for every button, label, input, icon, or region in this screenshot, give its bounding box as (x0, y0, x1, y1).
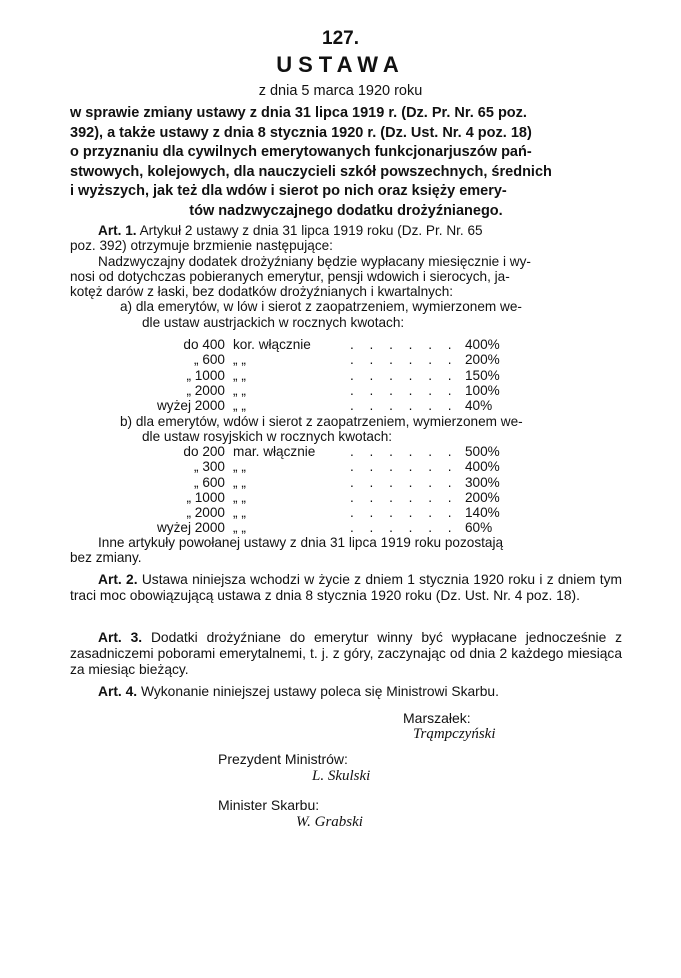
article-3-label: Art. 3. (98, 630, 143, 645)
cell-dots: . . . . . . (350, 337, 458, 352)
article-1-line: Nadzwyczajny dodatek drożyźniany będzie wypłacany miesięcznie i wy- (98, 253, 531, 269)
page-number: 127. (322, 28, 359, 49)
cell-percent: 400% (465, 337, 500, 352)
cell-amount: „ 300 (194, 459, 225, 475)
subject-line: tów nadzwyczajnego dodatku drożyźnianego. (189, 202, 503, 219)
section-b-line: dle ustaw rosyjskich w rocznych kwotach: (142, 429, 393, 445)
cell-amount: „ 1000 (186, 367, 225, 383)
treasury-signature: W. Grabski (296, 814, 363, 830)
section-b-line: b) dla emerytów, wdów i sierot z zaopatrzeniem, wymierzonem we- (120, 414, 523, 429)
article-3 (70, 630, 622, 678)
cell-unit: „ „ (233, 505, 246, 521)
subject-line: 392), a także ustawy z dnia 8 stycznia 1920 r. (Dz. Ust. Nr. 4 poz. 18) (70, 124, 532, 141)
cell-percent: 60% (465, 520, 493, 536)
article-2-label: Art. 2. (98, 572, 138, 587)
cell-unit: „ „ (233, 382, 246, 398)
section-a-line: a) dla emerytów, w lów i sierot z zaopatrzeniem, wymierzonem we- (120, 299, 522, 315)
cell-amount: do 400 (183, 337, 225, 352)
cell-dots: . . . . . . (350, 352, 458, 368)
cell-dots: . . . . . . (350, 398, 458, 414)
treasury-title: Minister Skarbu: (218, 797, 320, 813)
document-date: z dnia 5 marca 1920 roku (258, 83, 423, 99)
cell-unit: „ „ (233, 367, 246, 383)
cell-percent: 200% (465, 352, 500, 368)
cell-unit: „ „ (233, 489, 246, 505)
article-4-text: Wykonanie niniejszej ustawy poleca się Ministrowi Skarbu. (140, 684, 499, 699)
cell-unit: „ „ (233, 352, 246, 368)
article-4-label: Art. 4. (98, 684, 138, 699)
cell-percent: 150% (465, 367, 500, 383)
article-2-text: Ustawa niniejsza wchodzi w życie z dniem 1 stycznia 1920 roku i z dniem tym traci moc obowiązującą ustawa z dnia 8 stycznia 1920 roku (Dz. Ust. Nr. 4 poz. 18). (70, 572, 622, 603)
cell-unit: mar. włącznie (233, 444, 316, 459)
section-b-intro (70, 414, 622, 445)
cell-percent: 40% (465, 398, 493, 414)
cell-amount: wyżej 2000 (156, 520, 225, 536)
cell-percent: 140% (465, 505, 500, 521)
cell-dots: . . . . . . (350, 459, 458, 475)
cell-amount: „ 600 (194, 474, 225, 490)
article-1-line: nosi od dotychczas pobieranych emerytur, pensji wdowich i sierocych, ja- (70, 268, 510, 284)
cell-unit: „ „ (233, 398, 246, 414)
cell-amount: „ 600 (194, 352, 225, 368)
cell-percent: 200% (465, 489, 500, 505)
cell-dots: . . . . . . (350, 489, 458, 505)
document-title: USTAWA (276, 52, 405, 77)
article-4 (70, 684, 622, 700)
cell-unit: „ „ (233, 459, 246, 475)
article-1 (70, 223, 622, 330)
closing-line: bez zmiany. (70, 550, 142, 566)
cell-dots: . . . . . . (350, 520, 458, 536)
cell-dots: . . . . . . (350, 367, 458, 383)
article-1-line: poz. 392) otrzymuje brzmienie następujące: (70, 238, 333, 254)
subject-block (70, 104, 622, 222)
cell-unit: „ „ (233, 474, 246, 490)
cell-amount: „ 2000 (186, 505, 225, 521)
cell-amount: do 200 (183, 444, 225, 459)
subject-line: o przyznaniu dla cywilnych emerytowanych funkcjonarjuszów pań- (70, 144, 532, 161)
cell-amount: wyżej 2000 (156, 398, 225, 414)
cell-dots: . . . . . . (350, 505, 458, 521)
marshal-signature: Trąmpczyński (413, 726, 496, 742)
subject-line: w sprawie zmiany ustawy z dnia 31 lipca 1919 r. (Dz. Pr. Nr. 65 poz. (70, 105, 527, 121)
section-a-line: dle ustaw austrjackich w rocznych kwotach: (142, 314, 405, 330)
cell-amount: „ 1000 (186, 489, 225, 505)
article-1-closing (70, 535, 622, 566)
subject-line: stwowych, kolejowych, dla nauczycieli szkół powszechnych, średnich (70, 163, 552, 180)
cell-unit: „ „ (233, 520, 246, 536)
cell-dots: . . . . . . (350, 382, 458, 398)
cell-unit: kor. włącznie (233, 337, 311, 352)
cell-percent: 400% (465, 459, 500, 475)
cell-amount: „ 2000 (186, 382, 225, 398)
article-1-label: Art. 1. (98, 223, 137, 238)
cell-percent: 500% (465, 444, 500, 459)
article-3-text: Dodatki drożyźniane do emerytur winny być wypłacane jednocześnie z zasadniczemi poborami emerytalnemi, t. j. z góry, zaczynając od dnia 2 każdego miesiąca za miesiąc bieżący. (70, 630, 622, 677)
cell-dots: . . . . . . (350, 474, 458, 490)
article-1-line: kotęż darów z łaski, bez dodatków drożyźnianych i kwartalnych: (70, 284, 454, 300)
cell-percent: 100% (465, 382, 500, 398)
closing-line: Inne artykuły powołanej ustawy z dnia 31 lipca 1919 roku pozostają (98, 535, 504, 550)
pm-signature: L. Skulski (312, 768, 371, 784)
cell-percent: 300% (465, 474, 500, 490)
article-1-line: Artykuł 2 ustawy z dnia 31 lipca 1919 roku (Dz. Pr. Nr. 65 (139, 223, 483, 238)
pm-title: Prezydent Ministrów: (218, 751, 348, 767)
marshal-title: Marszałek: (403, 710, 471, 726)
cell-dots: . . . . . . (350, 444, 458, 459)
article-2 (70, 572, 622, 604)
subject-line: i wyższych, jak też dla wdów i sierot po nich oraz księży emery- (70, 183, 507, 200)
